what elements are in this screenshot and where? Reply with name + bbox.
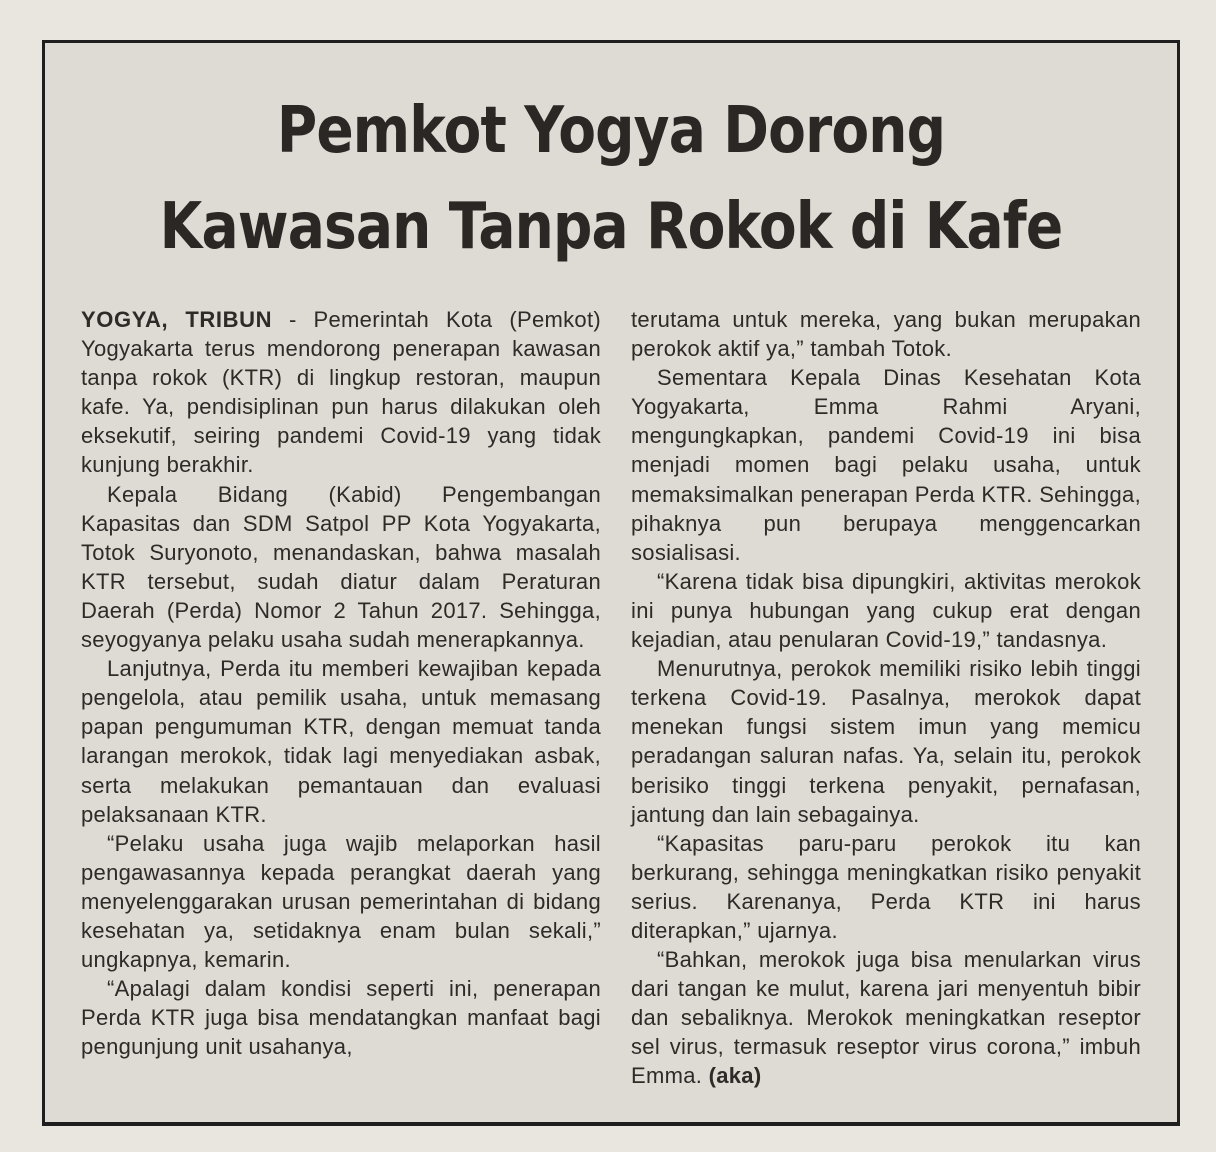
article-column-left <box>81 305 601 1061</box>
paragraph-1 <box>81 305 601 480</box>
headline <box>124 83 1098 275</box>
paragraph-2: Kepala Bidang (Kabid) Pengembangan Kapasitas dan SDM Satpol PP Kota Yogyakarta, Totok Suryonoto, menandaskan, bahwa masalah KTR tersebut, sudah diatur dalam Peraturan Daerah (Perda) Nomor 2 Tahun 2017. Sehingga, seyogyanya pelaku usaha sudah menerapkannya. <box>81 481 601 653</box>
headline-line-1: Pemkot Yogya Dorong <box>276 94 946 168</box>
paragraph-9: “Kapasitas paru-paru perokok itu kan berkurang, sehingga meningkatkan risiko penyakit serius. Karenanya, Perda KTR ini harus diterapkan,” ujarnya. <box>631 830 1141 943</box>
newspaper-clipping <box>42 40 1180 1126</box>
paragraph-5-end: terutama untuk mereka, yang bukan merupakan perokok aktif ya,” tambah Totok. <box>631 307 1141 362</box>
author-signature: (aka) <box>708 1063 762 1089</box>
article-column-right <box>631 305 1141 1091</box>
paragraph-4: “Pelaku usaha juga wajib melaporkan hasil pengawasannya kepada perangkat daerah yang menyelenggarakan urusan pemerintahan di bidang kesehatan ya, setidaknya enam bulan sekali,” ungkapnya, kemarin. <box>81 830 601 973</box>
paragraph-1-text: - Pemerintah Kota (Pemkot) Yogyakarta terus mendorong penerapan kawasan tanpa rokok (KTR) di lingkup restoran, maupun kafe. Ya, pendisiplinan pun harus dilakukan oleh eksekutif, seiring pandemi Covid-19 yang tidak kunjung berakhir. <box>81 307 601 478</box>
paragraph-8: Menurutnya, perokok memiliki risiko lebih tinggi terkena Covid-19. Pasalnya, merokok dapat menekan fungsi sistem imun yang memicu peradangan saluran nafas. Ya, selain itu, perokok berisiko tinggi terkena penyakit, pernafasan, jantung dan lain sebagainya. <box>631 656 1141 827</box>
paragraph-7: “Karena tidak bisa dipungkiri, aktivitas merokok ini punya hubungan yang cukup erat dengan kejadian, atau penularan Covid-19,” tandasnya. <box>631 568 1141 653</box>
paragraph-3: Lanjutnya, Perda itu memberi kewajiban kepada pengelola, atau pemilik usaha, untuk memasang papan pengumuman KTR, dengan memuat tanda larangan merokok, tidak lagi menyediakan asbak, serta melakukan pemantauan dan evaluasi pelaksanaan KTR. <box>81 656 601 827</box>
paragraph-10 <box>631 945 1141 1090</box>
paragraph-6: Sementara Kepala Dinas Kesehatan Kota Yogyakarta, Emma Rahmi Aryani, mengungkapkan, pandemi Covid-19 ini bisa menjadi momen bagi pelaku usaha, untuk memaksimalkan penerapan Perda KTR. Sehingga, pihaknya pun berupaya menggencarkan sosialisasi. <box>631 365 1141 565</box>
headline-line-2: Kawasan Tanpa Rokok di Kafe <box>159 190 1063 264</box>
dateline: YOGYA, TRIBUN <box>81 307 273 332</box>
paragraph-5-start: “Apalagi dalam kondisi seperti ini, penerapan Perda KTR juga bisa mendatangkan manfaat bagi pengunjung unit usahanya, <box>81 976 601 1060</box>
paragraph-10-text: “Bahkan, merokok juga bisa menularkan virus dari tangan ke mulut, karena jari menyentuh bibir dan sebaliknya. Merokok meningkatkan reseptor sel virus, termasuk reseptor virus corona,” imbuh Emma. <box>631 947 1141 1089</box>
